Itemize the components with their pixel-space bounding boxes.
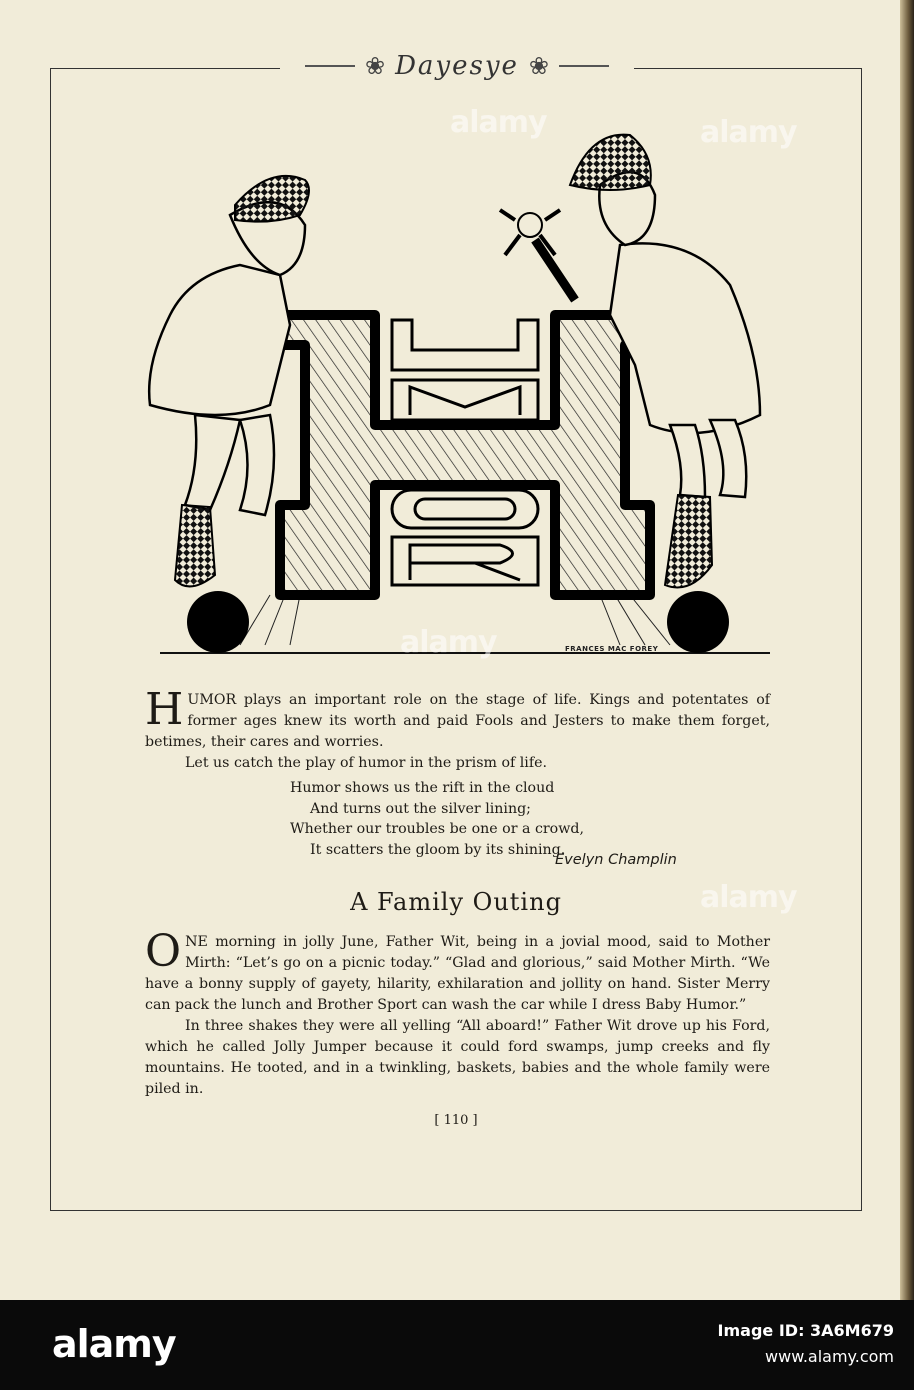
- watermark: alamy: [700, 880, 797, 915]
- image-id: Image ID: 3A6M679: [717, 1321, 894, 1340]
- swash-left: [305, 65, 355, 67]
- poem-line: And turns out the silver lining;: [310, 800, 531, 817]
- story-paragraph-1: NE morning in jolly June, Father Wit, being in a jovial mood, said to Mother Mirth: “Let’s go on a picnic today.” “Glad and glorious,” said Mother Mirth. “We have a bonny supply of gayety, hilarity, exhilaration and jollity on hand. Sister Merry can pack the lunch and Brother Sport can wash the car while I dress Baby Humor.”: [145, 934, 770, 1013]
- story-paragraph-2: In three shakes they were all yelling “All aboard!” Father Wit drove up his Ford, which he called Jolly Jumper because it could ford swamps, jump creeks and fly mountains. He tooted, and in a twinkling, baskets, babies and the whole family were piled in.: [145, 1018, 770, 1097]
- intro-text: [145, 684, 770, 774]
- poem: [290, 778, 584, 860]
- jesters-humor-illustration: [130, 125, 790, 665]
- intro-paragraph-1: UMOR plays an important role on the stage of life. Kings and potentates of former ages knew its worth and paid Fools and Jesters to make them forget, betimes, their cares and worries.: [145, 692, 770, 750]
- stock-footer: [0, 1300, 914, 1390]
- stock-info: [718, 1318, 894, 1370]
- intro-dropcap: H: [145, 684, 184, 735]
- book-spine: [900, 0, 914, 1300]
- poem-line: Whether our troubles be one or a crowd,: [290, 821, 584, 837]
- header-title: Dayesye: [395, 51, 519, 81]
- running-header: [280, 46, 634, 86]
- poem-line: Humor shows us the rift in the cloud: [290, 780, 555, 796]
- poem-author: Evelyn Champlin: [555, 852, 677, 868]
- watermark: alamy: [400, 625, 497, 660]
- swash-right: [559, 65, 609, 67]
- poem-line: It scatters the gloom by its shining.: [310, 841, 566, 858]
- flower-ornament-icon: ❀: [528, 52, 550, 80]
- page-number: [ 110 ]: [434, 1113, 478, 1128]
- story-heading: A Family Outing: [350, 888, 562, 916]
- story-dropcap: O: [145, 926, 182, 977]
- site-url[interactable]: www.alamy.com: [765, 1347, 894, 1366]
- flower-ornament-icon: ❀: [364, 52, 386, 80]
- artist-signature: FRANCES MAC FOREY: [565, 645, 659, 653]
- watermark: alamy: [700, 115, 797, 150]
- intro-paragraph-2: Let us catch the play of humor in the prism of life.: [185, 755, 547, 771]
- alamy-logo[interactable]: alamy: [52, 1322, 176, 1366]
- story-text: [145, 926, 770, 1100]
- watermark: alamy: [450, 105, 547, 140]
